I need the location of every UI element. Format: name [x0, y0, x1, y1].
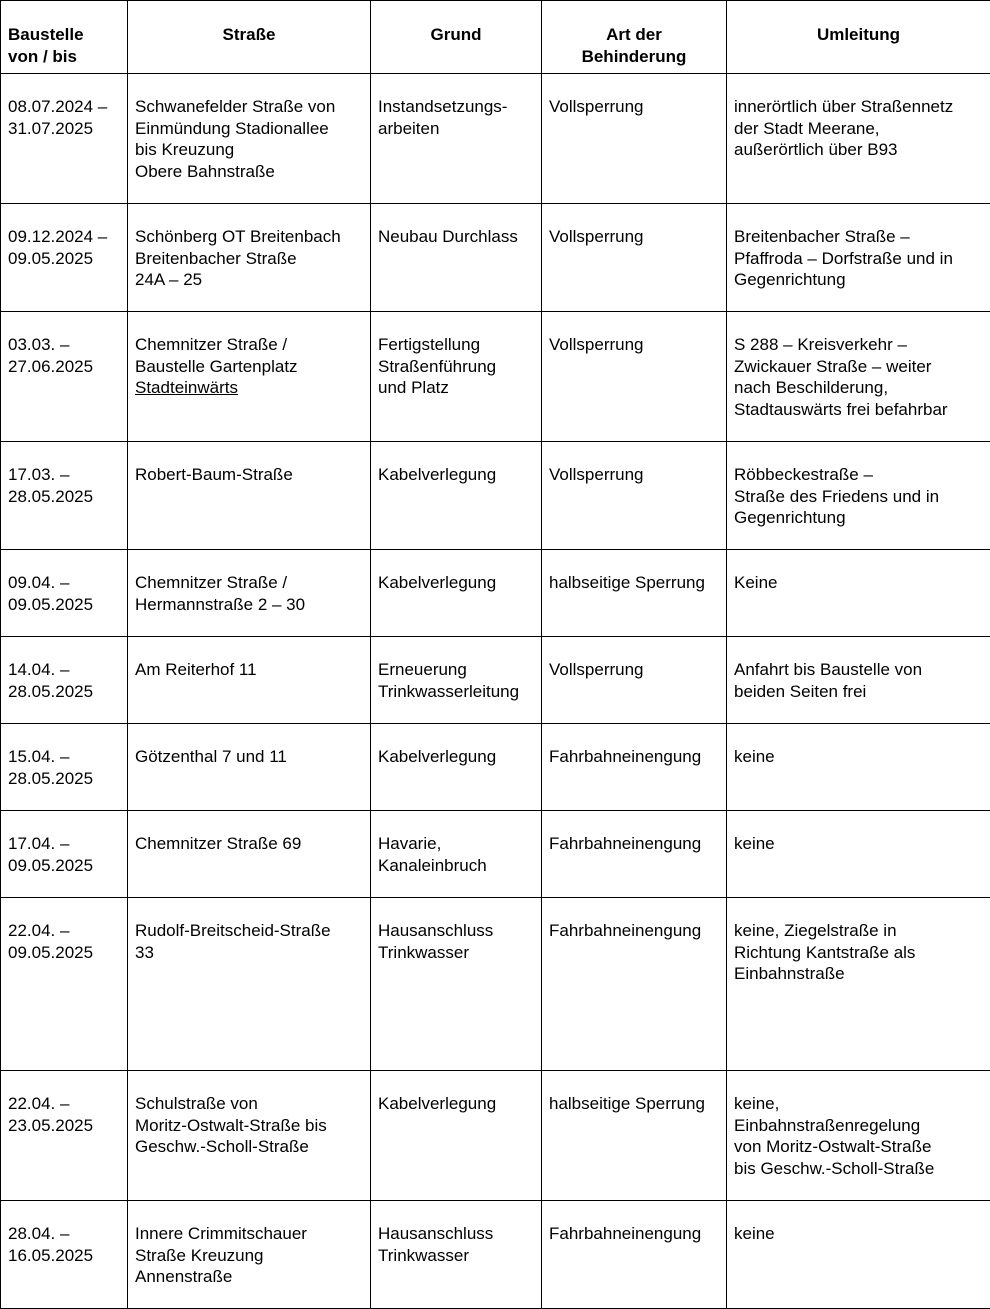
table-header-row — [1, 1, 990, 74]
cell-period-line: 09.05.2025 — [8, 942, 120, 964]
cell-detour-line: Stadtauswärts frei befahrbar — [734, 399, 983, 421]
cell-period — [1, 74, 128, 204]
cell-street-line: Chemnitzer Straße / — [135, 572, 363, 594]
cell-street-line: Hermannstraße 2 – 30 — [135, 594, 363, 616]
header-street — [128, 1, 371, 74]
cell-street-line: Schwanefelder Straße von — [135, 96, 363, 118]
table-row — [1, 898, 990, 1071]
table-body — [1, 74, 990, 1309]
header-detour — [727, 1, 990, 74]
cell-period — [1, 898, 128, 1071]
cell-detour-line: außerörtlich über B93 — [734, 139, 983, 161]
cell-reason-line: und Platz — [378, 377, 534, 399]
cell-detour-line: Gegenrichtung — [734, 507, 983, 529]
cell-period-line: 09.04. – — [8, 572, 120, 594]
cell-street-line: Schulstraße von — [135, 1093, 363, 1115]
cell-street-line: Chemnitzer Straße 69 — [135, 833, 363, 855]
cell-period-line: 17.04. – — [8, 833, 120, 855]
cell-period — [1, 312, 128, 442]
table-row — [1, 204, 990, 312]
cell-street — [128, 442, 371, 550]
cell-detour — [727, 204, 990, 312]
cell-period — [1, 550, 128, 637]
cell-street — [128, 550, 371, 637]
header-detour-label: Umleitung — [734, 24, 983, 46]
cell-detour-line: Gegenrichtung — [734, 269, 983, 291]
cell-detour-line: Einbahnstraßenregelung — [734, 1115, 983, 1137]
cell-reason-line: Trinkwasserleitung — [378, 681, 534, 703]
cell-reason-line: Erneuerung — [378, 659, 534, 681]
cell-reason — [371, 637, 542, 724]
cell-obstruction-line: Fahrbahneinengung — [549, 746, 719, 768]
cell-detour-line: nach Beschilderung, — [734, 377, 983, 399]
cell-period-line: 22.04. – — [8, 1093, 120, 1115]
cell-street-line: Robert-Baum-Straße — [135, 464, 363, 486]
cell-detour-line: Röbbeckestraße – — [734, 464, 983, 486]
cell-detour-line: innerörtlich über Straßennetz — [734, 96, 983, 118]
cell-detour-line: keine — [734, 833, 983, 855]
cell-obstruction-line: Vollsperrung — [549, 226, 719, 248]
cell-street — [128, 1201, 371, 1309]
cell-obstruction-line: Vollsperrung — [549, 96, 719, 118]
cell-street-line: Annenstraße — [135, 1266, 363, 1288]
cell-period-line: 28.05.2025 — [8, 768, 120, 790]
cell-obstruction-line: Vollsperrung — [549, 464, 719, 486]
cell-reason-line: Hausanschluss — [378, 920, 534, 942]
cell-obstruction-line: halbseitige Sperrung — [549, 572, 719, 594]
header-obstruction-line-1: Art der — [549, 24, 719, 46]
table-row — [1, 1201, 990, 1309]
cell-street — [128, 637, 371, 724]
cell-detour-line: Straße des Friedens und in — [734, 486, 983, 508]
cell-detour — [727, 1201, 990, 1309]
cell-detour-line: Richtung Kantstraße als — [734, 942, 983, 964]
cell-obstruction — [542, 442, 727, 550]
cell-period — [1, 1071, 128, 1201]
cell-period-line: 28.05.2025 — [8, 681, 120, 703]
cell-street — [128, 724, 371, 811]
cell-obstruction-line: Fahrbahneinengung — [549, 1223, 719, 1245]
cell-detour-line: Einbahnstraße — [734, 963, 983, 985]
cell-detour — [727, 898, 990, 1071]
cell-obstruction — [542, 1071, 727, 1201]
cell-street-line: Moritz-Ostwalt-Straße bis — [135, 1115, 363, 1137]
cell-street-line: Einmündung Stadionallee — [135, 118, 363, 140]
cell-street-line: Chemnitzer Straße / — [135, 334, 363, 356]
cell-reason — [371, 550, 542, 637]
cell-street-line: Schönberg OT Breitenbach — [135, 226, 363, 248]
cell-street-line: Götzenthal 7 und 11 — [135, 746, 363, 768]
cell-period-line: 08.07.2024 – — [8, 96, 120, 118]
cell-detour-line: Zwickauer Straße – weiter — [734, 356, 983, 378]
cell-period — [1, 811, 128, 898]
cell-obstruction — [542, 637, 727, 724]
cell-street-line: Geschw.-Scholl-Straße — [135, 1136, 363, 1158]
cell-detour-line: Pfaffroda – Dorfstraße und in — [734, 248, 983, 270]
cell-reason-line: arbeiten — [378, 118, 534, 140]
cell-reason — [371, 898, 542, 1071]
cell-obstruction-line: Fahrbahneinengung — [549, 833, 719, 855]
cell-reason-line: Havarie, — [378, 833, 534, 855]
cell-detour — [727, 550, 990, 637]
cell-period — [1, 724, 128, 811]
cell-reason — [371, 1201, 542, 1309]
cell-detour-line: keine — [734, 746, 983, 768]
cell-period-line: 09.12.2024 – — [8, 226, 120, 248]
cell-detour — [727, 442, 990, 550]
cell-period-line: 28.05.2025 — [8, 486, 120, 508]
cell-obstruction-line: Vollsperrung — [549, 659, 719, 681]
cell-obstruction — [542, 74, 727, 204]
cell-detour — [727, 637, 990, 724]
cell-period-line: 15.04. – — [8, 746, 120, 768]
cell-street-line: 24A – 25 — [135, 269, 363, 291]
cell-detour-line: keine, — [734, 1093, 983, 1115]
cell-reason-line: Fertigstellung — [378, 334, 534, 356]
cell-reason-line: Trinkwasser — [378, 942, 534, 964]
cell-reason — [371, 204, 542, 312]
cell-street — [128, 312, 371, 442]
cell-street-line: Innere Crimmitschauer — [135, 1223, 363, 1245]
header-period — [1, 1, 128, 74]
cell-obstruction — [542, 1201, 727, 1309]
cell-street — [128, 74, 371, 204]
cell-reason-line: Trinkwasser — [378, 1245, 534, 1267]
cell-detour — [727, 811, 990, 898]
cell-reason-line: Kabelverlegung — [378, 746, 534, 768]
cell-reason-line: Instandsetzungs- — [378, 96, 534, 118]
cell-period-line: 17.03. – — [8, 464, 120, 486]
cell-detour-line: Anfahrt bis Baustelle von — [734, 659, 983, 681]
cell-street-line: Am Reiterhof 11 — [135, 659, 363, 681]
cell-street-line: Obere Bahnstraße — [135, 161, 363, 183]
header-obstruction — [542, 1, 727, 74]
cell-period — [1, 204, 128, 312]
cell-street-line: bis Kreuzung — [135, 139, 363, 161]
cell-reason — [371, 724, 542, 811]
cell-street-line: 33 — [135, 942, 363, 964]
header-period-line-2: von / bis — [8, 46, 120, 68]
cell-period-line: 09.05.2025 — [8, 248, 120, 270]
table-row — [1, 724, 990, 811]
cell-detour-line: beiden Seiten frei — [734, 681, 983, 703]
cell-period — [1, 637, 128, 724]
header-period-line-1: Baustelle — [8, 24, 120, 46]
cell-detour-line: bis Geschw.-Scholl-Straße — [734, 1158, 983, 1180]
header-obstruction-line-2: Behinderung — [549, 46, 719, 68]
cell-reason-line: Kabelverlegung — [378, 1093, 534, 1115]
cell-reason-line: Kabelverlegung — [378, 572, 534, 594]
cell-street — [128, 204, 371, 312]
cell-obstruction — [542, 204, 727, 312]
cell-obstruction-line: Vollsperrung — [549, 334, 719, 356]
cell-street-line: Rudolf-Breitscheid-Straße — [135, 920, 363, 942]
cell-detour-line: von Moritz-Ostwalt-Straße — [734, 1136, 983, 1158]
cell-reason — [371, 1071, 542, 1201]
cell-street-line: Stadteinwärts — [135, 377, 363, 399]
table-row — [1, 550, 990, 637]
cell-reason — [371, 442, 542, 550]
cell-street — [128, 1071, 371, 1201]
cell-reason — [371, 312, 542, 442]
cell-period-line: 23.05.2025 — [8, 1115, 120, 1137]
cell-street — [128, 898, 371, 1071]
cell-detour-line: S 288 – Kreisverkehr – — [734, 334, 983, 356]
cell-street — [128, 811, 371, 898]
cell-detour-line: der Stadt Meerane, — [734, 118, 983, 140]
cell-obstruction — [542, 724, 727, 811]
cell-period-line: 09.05.2025 — [8, 855, 120, 877]
cell-period-line: 03.03. – — [8, 334, 120, 356]
cell-period-line: 27.06.2025 — [8, 356, 120, 378]
cell-reason-line: Hausanschluss — [378, 1223, 534, 1245]
table-row — [1, 312, 990, 442]
cell-detour — [727, 1071, 990, 1201]
cell-reason-line: Neubau Durchlass — [378, 226, 534, 248]
cell-period-line: 09.05.2025 — [8, 594, 120, 616]
cell-period-line: 16.05.2025 — [8, 1245, 120, 1267]
cell-reason-line: Kabelverlegung — [378, 464, 534, 486]
cell-reason-line: Kanaleinbruch — [378, 855, 534, 877]
cell-detour — [727, 74, 990, 204]
cell-detour-line: Breitenbacher Straße – — [734, 226, 983, 248]
header-reason — [371, 1, 542, 74]
table-row — [1, 442, 990, 550]
cell-obstruction — [542, 811, 727, 898]
cell-period — [1, 442, 128, 550]
cell-reason — [371, 74, 542, 204]
cell-detour — [727, 312, 990, 442]
cell-period-line: 14.04. – — [8, 659, 120, 681]
cell-detour-line: Keine — [734, 572, 983, 594]
cell-period-line: 31.07.2025 — [8, 118, 120, 140]
cell-detour — [727, 724, 990, 811]
cell-obstruction — [542, 550, 727, 637]
cell-obstruction — [542, 312, 727, 442]
cell-obstruction-line: Fahrbahneinengung — [549, 920, 719, 942]
table-row — [1, 74, 990, 204]
cell-obstruction — [542, 898, 727, 1071]
cell-street-line: Baustelle Gartenplatz — [135, 356, 363, 378]
cell-reason-line: Straßenführung — [378, 356, 534, 378]
cell-period — [1, 1201, 128, 1309]
cell-street-line: Breitenbacher Straße — [135, 248, 363, 270]
header-reason-label: Grund — [378, 24, 534, 46]
cell-street-line: Straße Kreuzung — [135, 1245, 363, 1267]
table-row — [1, 811, 990, 898]
cell-period-line: 22.04. – — [8, 920, 120, 942]
table-row — [1, 1071, 990, 1201]
cell-detour-line: keine, Ziegelstraße in — [734, 920, 983, 942]
cell-obstruction-line: halbseitige Sperrung — [549, 1093, 719, 1115]
header-street-label: Straße — [135, 24, 363, 46]
cell-reason — [371, 811, 542, 898]
table-row — [1, 637, 990, 724]
cell-detour-line: keine — [734, 1223, 983, 1245]
cell-period-line: 28.04. – — [8, 1223, 120, 1245]
